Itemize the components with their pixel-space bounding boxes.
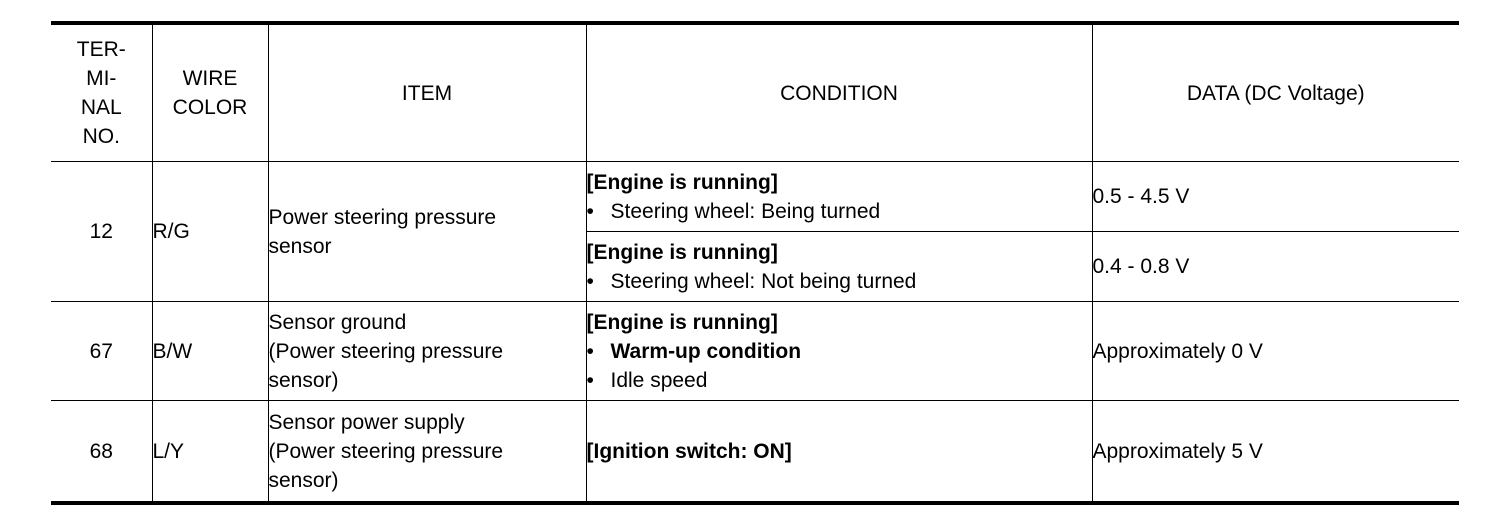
voltage-data: Approximately 0 V — [1092, 302, 1459, 401]
item-description: Sensor ground (Power steering pressure sensor) — [268, 302, 586, 401]
bullet-icon: • — [586, 269, 594, 293]
terminal-data-table — [51, 21, 1459, 505]
condition-bullet: • Warm-up condition — [587, 337, 1092, 366]
condition-bullet: • Idle speed — [587, 366, 1092, 395]
terminal-number: 67 — [51, 302, 152, 401]
table-row — [51, 302, 1459, 401]
condition-cell — [586, 302, 1092, 401]
condition-cell — [586, 401, 1092, 504]
voltage-data: 0.5 - 4.5 V — [1092, 162, 1459, 232]
terminal-number: 12 — [51, 162, 152, 302]
header-terminal-no: TER- MI- NAL NO. — [51, 23, 152, 162]
header-wire-color: WIRE COLOR — [152, 23, 268, 162]
header-condition: CONDITION — [586, 23, 1092, 162]
wire-color: L/Y — [152, 401, 268, 504]
terminal-number: 68 — [51, 401, 152, 504]
condition-title: [Engine is running] — [586, 170, 778, 194]
condition-title: [Engine is running] — [586, 240, 778, 264]
item-description: Power steering pressure sensor — [268, 162, 586, 302]
wire-color: R/G — [152, 162, 268, 302]
condition-title: [Engine is running] — [586, 310, 778, 334]
bullet-icon: • — [586, 368, 594, 392]
table-row — [51, 162, 1459, 232]
condition-title: [Ignition switch: ON] — [586, 439, 792, 463]
condition-bullet: • Steering wheel: Not being turned — [587, 267, 1092, 296]
condition-bullet: • Steering wheel: Being turned — [587, 197, 1092, 226]
table-row — [51, 401, 1459, 504]
wire-color: B/W — [152, 302, 268, 401]
voltage-data: 0.4 - 0.8 V — [1092, 232, 1459, 302]
voltage-data: Approximately 5 V — [1092, 401, 1459, 504]
header-data: DATA (DC Voltage) — [1092, 23, 1459, 162]
header-row — [51, 23, 1459, 162]
bullet-icon: • — [586, 199, 594, 223]
header-item: ITEM — [268, 23, 586, 162]
bullet-icon: • — [586, 339, 594, 363]
item-description: Sensor power supply (Power steering pressure sensor) — [268, 401, 586, 504]
condition-cell — [586, 162, 1092, 232]
condition-cell — [586, 232, 1092, 302]
